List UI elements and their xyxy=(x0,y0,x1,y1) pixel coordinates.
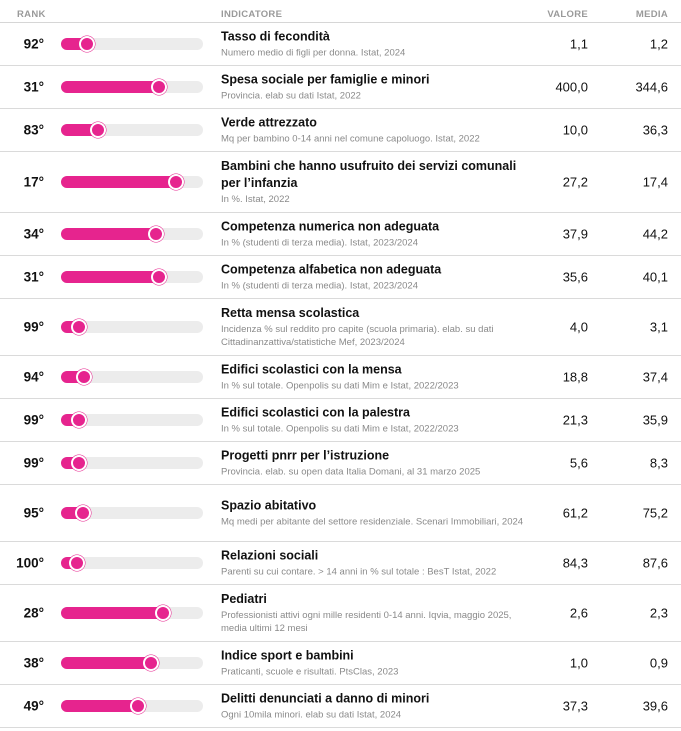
average-cell: 344,6 xyxy=(635,79,668,95)
table-row xyxy=(0,685,681,728)
rank-bar-marker xyxy=(79,36,95,52)
indicator-source: In % (studenti di terza media). Istat, 2023/2024 xyxy=(221,237,418,249)
rank-bar xyxy=(61,124,203,136)
table-row xyxy=(0,356,681,399)
value-cell: 1,1 xyxy=(569,36,588,52)
value-cell: 61,2 xyxy=(562,505,588,521)
rank-bar xyxy=(61,700,203,712)
rank-value: 38° xyxy=(23,655,44,671)
table-row xyxy=(0,23,681,66)
average-cell: 8,3 xyxy=(649,455,668,471)
value-cell: 2,6 xyxy=(569,605,588,621)
average-cell: 37,4 xyxy=(642,369,668,385)
value-cell: 84,3 xyxy=(562,555,588,571)
rank-bar-marker xyxy=(143,655,159,671)
indicator-source: Praticanti, scuole e risultati. PtsClas, 2023 xyxy=(221,666,399,678)
rank-bar xyxy=(61,457,203,469)
indicator-title: Relazioni sociali xyxy=(221,548,319,563)
rank-bar-marker xyxy=(75,505,91,521)
indicator-title: Competenza alfabetica non adeguata xyxy=(221,262,442,277)
average-cell: 39,6 xyxy=(642,698,668,714)
average-cell: 36,3 xyxy=(642,122,668,138)
indicator-source: Provincia. elab. su open data Italia Domani, al 31 marzo 2025 xyxy=(221,466,481,478)
indicator-column-header: INDICATORE xyxy=(221,9,283,20)
table-row xyxy=(0,213,681,256)
indicator-cell xyxy=(221,262,531,293)
table-row xyxy=(0,66,681,109)
rank-value: 49° xyxy=(23,698,44,714)
rank-value: 17° xyxy=(23,174,44,190)
rank-value: 99° xyxy=(23,412,44,428)
table-row xyxy=(0,399,681,442)
indicator-cell xyxy=(221,591,531,635)
table-body xyxy=(0,23,681,728)
indicator-source: Ogni 10mila minori. elab su dati Istat, 2024 xyxy=(221,709,402,721)
rank-bar xyxy=(61,228,203,240)
indicator-cell xyxy=(221,115,531,146)
table-row xyxy=(0,299,681,356)
rank-column-header: RANK xyxy=(17,9,46,20)
table-row xyxy=(0,642,681,685)
rank-bar-marker xyxy=(151,269,167,285)
indicator-source: In % (studenti di terza media). Istat, 2023/2024 xyxy=(221,280,418,292)
average-cell: 44,2 xyxy=(642,226,668,242)
indicator-cell xyxy=(221,29,531,60)
average-cell: 3,1 xyxy=(649,319,668,335)
indicator-title: Bambini che hanno usufruito dei servizi comunali per l’infanzia xyxy=(221,159,517,190)
indicator-cell xyxy=(221,305,531,349)
rank-bar-marker xyxy=(151,79,167,95)
rank-bar-marker xyxy=(90,122,106,138)
table-row xyxy=(0,542,681,585)
rank-value: 31° xyxy=(23,269,44,285)
indicator-cell xyxy=(221,405,531,436)
indicator-title: Delitti denunciati a danno di minori xyxy=(221,691,430,706)
indicator-title: Pediatri xyxy=(221,592,267,606)
indicator-title: Edifici scolastici con la palestra xyxy=(221,405,410,420)
average-column-header: MEDIA xyxy=(635,9,668,20)
rank-value: 99° xyxy=(23,455,44,471)
rank-bar-marker xyxy=(71,319,87,335)
indicator-title: Edifici scolastici con la mensa xyxy=(221,362,402,377)
rank-bar xyxy=(61,176,203,188)
table-row xyxy=(0,152,681,213)
table-header xyxy=(0,0,681,23)
value-cell: 18,8 xyxy=(562,369,588,385)
rank-bar-marker xyxy=(168,174,184,190)
indicator-cell xyxy=(221,362,531,393)
indicator-cell xyxy=(221,548,531,579)
indicator-title: Verde attrezzato xyxy=(221,115,317,130)
rank-value: 95° xyxy=(23,505,44,521)
indicator-title: Indice sport e bambini xyxy=(221,648,354,663)
indicator-source: Numero medio di figli per donna. Istat, 2024 xyxy=(221,47,406,59)
indicator-source: In % sul totale. Openpolis su dati Mim e Istat, 2022/2023 xyxy=(221,423,459,435)
value-cell: 4,0 xyxy=(569,319,588,335)
table-row xyxy=(0,485,681,542)
rank-bar xyxy=(61,507,203,519)
indicator-title: Tasso di fecondità xyxy=(221,29,330,44)
rank-bar-marker xyxy=(69,555,85,571)
rank-bar-fill xyxy=(61,176,184,188)
rank-bar xyxy=(61,607,203,619)
average-cell: 17,4 xyxy=(642,174,668,190)
average-cell: 87,6 xyxy=(642,555,668,571)
indicator-source: Mq per bambino 0-14 anni nel comune capoluogo. Istat, 2022 xyxy=(221,133,480,145)
rank-bar xyxy=(61,657,203,669)
average-cell: 35,9 xyxy=(642,412,668,428)
rank-value: 92° xyxy=(23,36,44,52)
average-cell: 0,9 xyxy=(649,655,668,671)
rank-value: 28° xyxy=(23,605,44,621)
rank-value: 100° xyxy=(16,555,44,571)
value-cell: 400,0 xyxy=(555,79,588,95)
indicator-cell xyxy=(221,498,531,529)
value-cell: 27,2 xyxy=(562,174,588,190)
rank-bar xyxy=(61,271,203,283)
indicator-cell xyxy=(221,648,531,679)
value-column-header: VALORE xyxy=(547,9,588,20)
indicator-source: Incidenza % sul reddito pro capite (scuola primaria). elab. su dati Cittadinanzattiva/statistiche Mef, 2023/2024 xyxy=(221,324,494,348)
rank-value: 34° xyxy=(23,226,44,242)
rank-bar xyxy=(61,81,203,93)
rank-value: 94° xyxy=(23,369,44,385)
indicator-title: Spesa sociale per famiglie e minori xyxy=(221,72,430,87)
value-cell: 37,9 xyxy=(562,226,588,242)
indicator-source: Parenti su cui contare. > 14 anni in % sul totale : BesT Istat, 2022 xyxy=(221,566,497,578)
indicator-title: Retta mensa scolastica xyxy=(221,306,360,320)
rank-bar xyxy=(61,38,203,50)
value-cell: 21,3 xyxy=(562,412,588,428)
rank-bar xyxy=(61,321,203,333)
table-row xyxy=(0,585,681,642)
indicator-source: Professionisti attivi ogni mille residenti 0-14 anni. Iqvia, maggio 2025, media ultimi 12 mesi xyxy=(221,610,512,634)
indicator-source: In % sul totale. Openpolis su dati Mim e Istat, 2022/2023 xyxy=(221,380,459,392)
value-cell: 35,6 xyxy=(562,269,588,285)
table-row xyxy=(0,442,681,485)
rank-bar xyxy=(61,414,203,426)
average-cell: 75,2 xyxy=(642,505,668,521)
indicator-cell xyxy=(221,691,531,722)
indicator-cell xyxy=(221,448,531,479)
indicator-title: Competenza numerica non adeguata xyxy=(221,219,440,234)
indicator-cell xyxy=(221,158,531,206)
rank-bar xyxy=(61,557,203,569)
rank-value: 99° xyxy=(23,319,44,335)
rank-bar-marker xyxy=(148,226,164,242)
table-row xyxy=(0,256,681,299)
rank-bar-marker xyxy=(76,369,92,385)
indicator-title: Progetti pnrr per l’istruzione xyxy=(221,448,390,463)
average-cell: 40,1 xyxy=(642,269,668,285)
indicator-cell xyxy=(221,72,531,103)
average-cell: 2,3 xyxy=(649,605,668,621)
indicator-source: Provincia. elab su dati Istat, 2022 xyxy=(221,90,361,102)
value-cell: 1,0 xyxy=(569,655,588,671)
rank-value: 31° xyxy=(23,79,44,95)
indicator-source: Mq medi per abitante del settore residenziale. Scenari Immobiliari, 2024 xyxy=(221,516,524,528)
rank-bar-marker xyxy=(71,412,87,428)
value-cell: 5,6 xyxy=(569,455,588,471)
indicator-cell xyxy=(221,219,531,250)
rank-bar-marker xyxy=(155,605,171,621)
value-cell: 37,3 xyxy=(562,698,588,714)
indicator-source: In %. Istat, 2022 xyxy=(221,194,290,205)
rank-value: 83° xyxy=(23,122,44,138)
rank-bar-marker xyxy=(130,698,146,714)
indicator-title: Spazio abitativo xyxy=(221,498,317,513)
table-row xyxy=(0,109,681,152)
value-cell: 10,0 xyxy=(562,122,588,138)
rank-bar-marker xyxy=(71,455,87,471)
average-cell: 1,2 xyxy=(649,36,668,52)
rank-bar xyxy=(61,371,203,383)
